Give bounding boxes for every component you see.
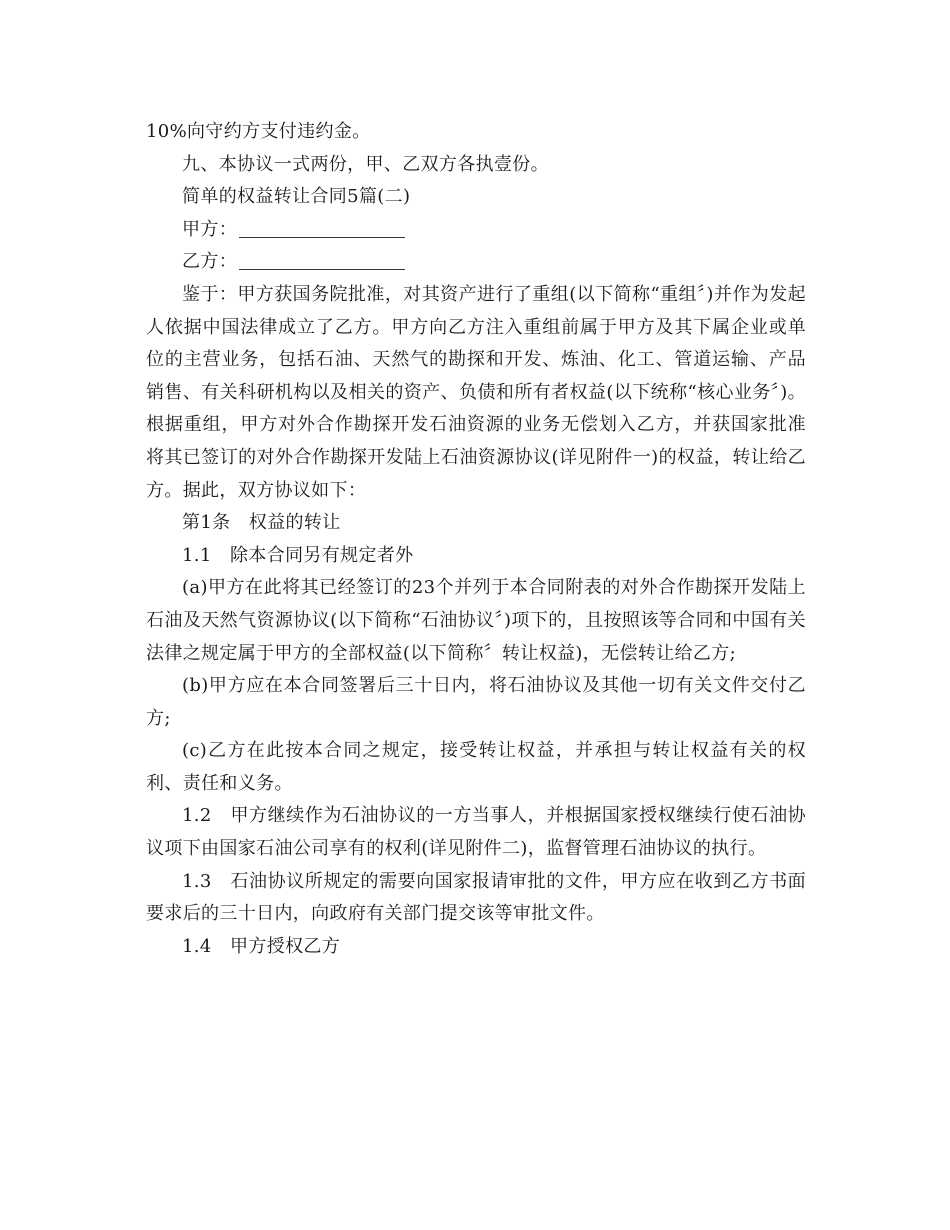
section-heading: 简单的权益转让合同5篇(二): [182, 186, 411, 208]
paragraph-clause-nine: 九、本协议一式两份，甲、乙双方各执壹份。: [182, 153, 549, 175]
article-one-heading: 第1条 权益的转让: [182, 512, 341, 534]
party-a-blank-field: [239, 217, 405, 238]
clause-1-1: 1.1 除本合同另有规定者外: [182, 544, 414, 566]
clause-1-1-a: (a)甲方在此将其已经签订的23个并列于本合同附表的对外合作勘探开发陆上石油及天然气资源协议(以下简称“石油协议〞)项下的，且按照该等合同和中国有关法律之规定属于甲方的全部权益(以下简称〞转让权益)，无偿转让给乙方;: [146, 577, 806, 664]
clause-1-1-c: (c)乙方在此按本合同之规定，接受转让权益，并承担与转让权益有关的权利、责任和义务。: [146, 740, 806, 794]
clause-1-1-b: (b)甲方应在本合同签署后三十日内，将石油协议及其他一切有关文件交付乙方;: [146, 675, 806, 729]
paragraph-penalty-continuation: 10%向守约方支付违约金。: [146, 121, 371, 142]
party-b-label: 乙方：: [182, 251, 238, 273]
clause-1-4: 1.4 甲方授权乙方: [182, 935, 341, 957]
document-body: [146, 116, 806, 963]
clause-1-2: 1.2 甲方继续作为石油协议的一方当事人，并根据国家授权继续行使石油协议项下由国家石油公司享有的权利(详见附件二)，监督管理石油协议的执行。: [146, 805, 806, 860]
clause-1-3: 1.3 石油协议所规定的需要向国家报请审批的文件，甲方应在收到乙方书面要求后的三十日内，向政府有关部门提交该等审批文件。: [146, 870, 806, 925]
party-b-line: [146, 246, 806, 279]
party-a-line: [146, 214, 806, 247]
party-a-label: 甲方：: [182, 218, 238, 240]
paragraph-recitals: 鉴于：甲方获国务院批准，对其资产进行了重组(以下简称“重组〞)并作为发起人依据中国法律成立了乙方。甲方向乙方注入重组前属于甲方及其下属企业或单位的主营业务，包括石油、天然气的勘探和开发、炼油、化工、管道运输、产品销售、有关科研机构以及相关的资产、负债和所有者权益(以下统称“核心业务〞)。根据重组，甲方对外合作勘探开发石油资源的业务无偿划入乙方，并获国家批准将其已签订的对外合作勘探开发陆上石油资源协议(详见附件一)的权益，转让给乙方。据此，双方协议如下：: [146, 283, 806, 501]
party-b-blank-field: [239, 249, 405, 270]
